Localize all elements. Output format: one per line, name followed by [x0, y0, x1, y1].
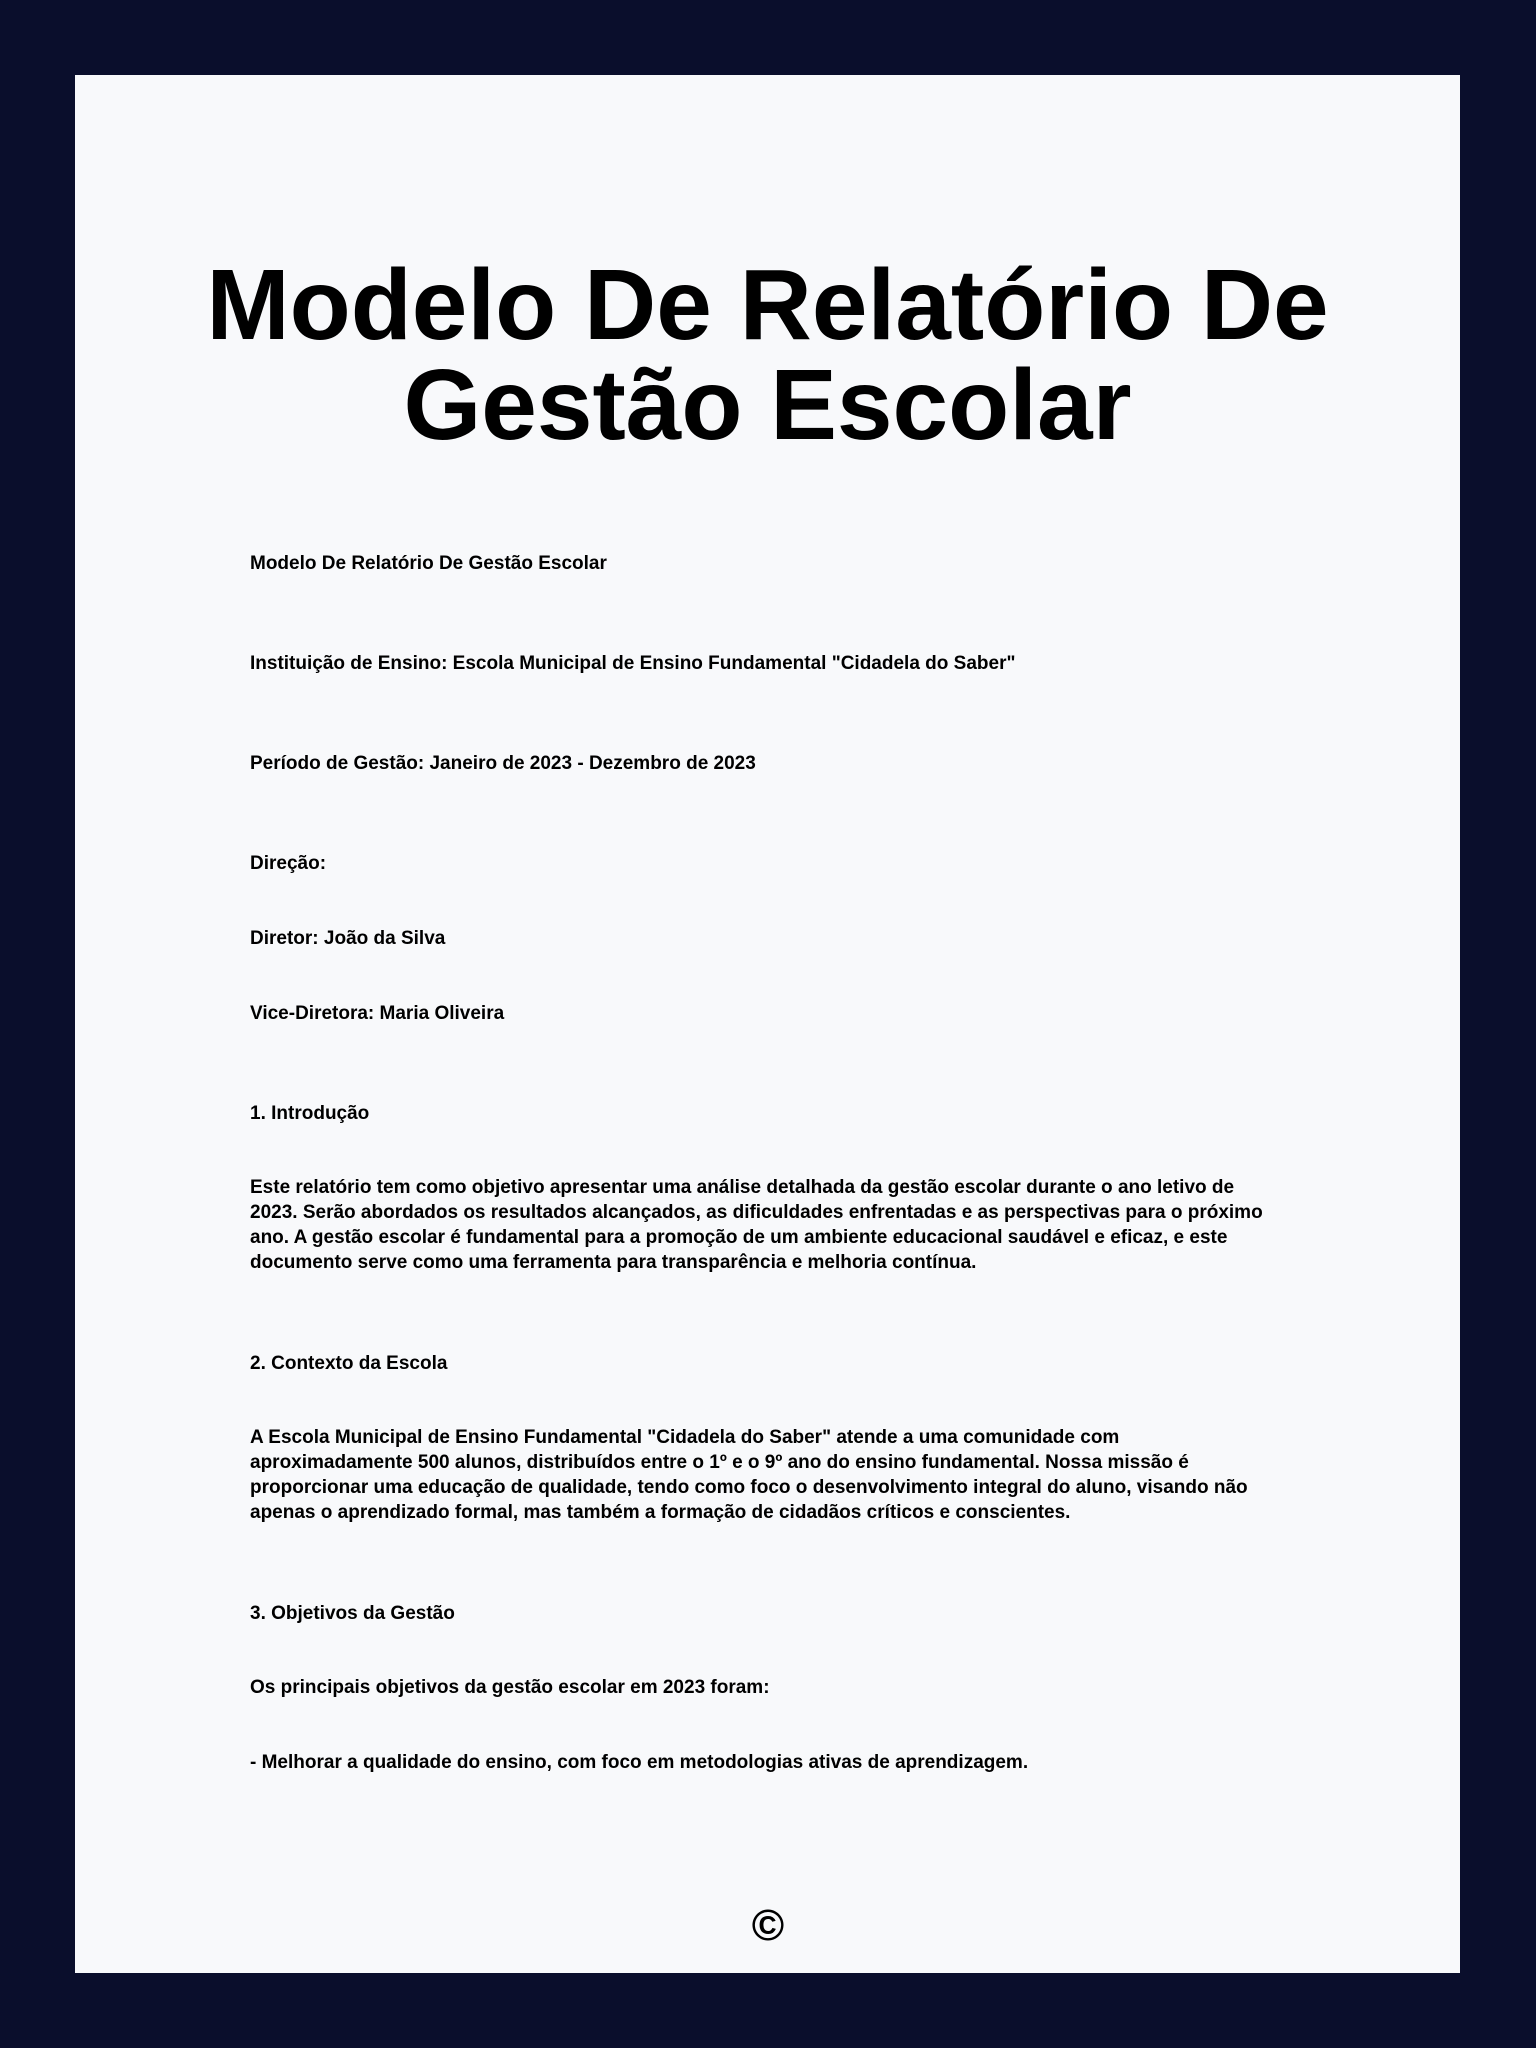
section-heading: 2. Contexto da Escola	[250, 1353, 448, 1374]
section-heading: 3. Objetivos da Gestão	[250, 1603, 455, 1624]
document-subtitle: Modelo De Relatório De Gestão Escolar	[250, 553, 607, 574]
direction-label: Direção:	[250, 853, 327, 874]
vice-director-line: Vice-Diretora: Maria Oliveira	[250, 1003, 505, 1024]
institution-line: Instituição de Ensino: Escola Municipal de Ensino Fundamental "Cidadela do Saber"	[250, 653, 1016, 674]
list-item: - Melhorar a qualidade do ensino, com foco em metodologias ativas de aprendizagem.	[250, 1752, 1029, 1773]
page-title: Modelo De Relatório De Gestão Escolar	[206, 249, 1329, 461]
section-heading: 1. Introdução	[250, 1103, 370, 1124]
period-line: Período de Gestão: Janeiro de 2023 - Dezembro de 2023	[250, 753, 756, 774]
copyright-icon: ©	[751, 1901, 785, 1950]
director-line: Diretor: João da Silva	[250, 928, 446, 949]
document-page	[75, 75, 1460, 1973]
section-body: Os principais objetivos da gestão escolar em 2023 foram:	[250, 1677, 770, 1698]
section-body: A Escola Municipal de Ensino Fundamental "Cidadela do Saber" atende a uma comunidade com aproximadamente 500 alunos, distribuídos entre o 1º e o 9º ano do ensino fundamental. Nossa missão é proporcionar uma educação de qualidade, tendo como foco o desenvolvimento integral do aluno, visando não apenas o aprendizado formal, mas também a formação de cidadãos críticos e conscientes.	[250, 1427, 1248, 1523]
section-body: Este relatório tem como objetivo apresentar uma análise detalhada da gestão escolar durante o ano letivo de 2023. Serão abordados os resultados alcançados, as dificuldades enfrentadas e as perspectivas para o próximo ano. A gestão escolar é fundamental para a promoção de um ambiente educacional saudável e eficaz, e este documento serve como uma ferramenta para transparência e melhoria contínua.	[250, 1177, 1263, 1273]
